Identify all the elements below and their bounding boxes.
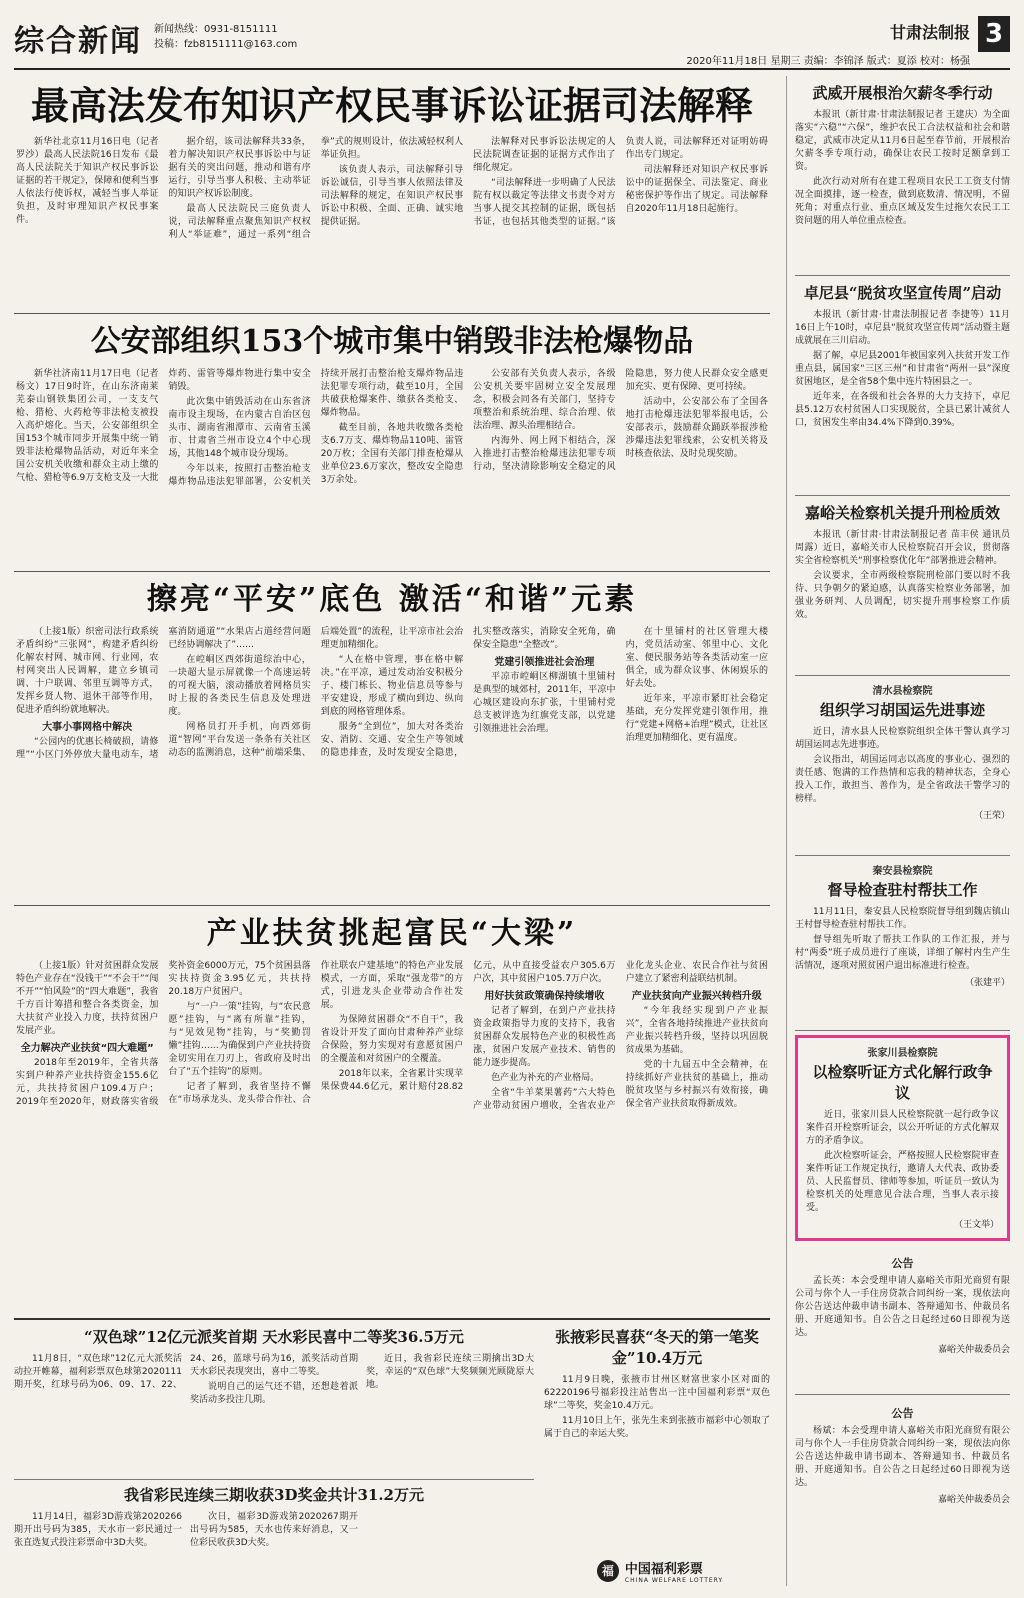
sidebar-article-body bbox=[795, 109, 1010, 228]
paragraph: 11月8日，“双色球”12亿元大派奖活动拉开帷幕，福利彩票双色球第2020111期开奖，红球号码为06、09、17、22、24、26，蓝球号码为16，派奖活动首期天水彩民表现突出，喜中二等奖。 bbox=[14, 1354, 358, 1390]
paragraph: 据了解，卓尼县2001年被国家列入扶贫开发工作重点县，属国家“三区三州”和甘肃省“两州一县”深度贫困地区，是全省58个集中连片特困县之一。 bbox=[795, 351, 1010, 387]
notice-body bbox=[795, 1425, 1010, 1490]
hotline: 新闻热线：0931-8151111 bbox=[154, 24, 278, 35]
paragraph: 记者了解到，我省坚持不懈在“市场承龙头、龙头带合作社、合作社联农户建基地”的特色产业发展模式，一方面，采取“强龙带”的方式，引进龙头企业带动合作社发展。 bbox=[168, 961, 464, 1105]
article-ip-evidence bbox=[14, 76, 770, 314]
paragraph: 会议要求，全市两级检察院刑检部门要以时不我待、只争朝夕的紧迫感，认真落实检察业务部署，加强业务研判、人员调配，切实提升刑事检察工作质效。 bbox=[795, 571, 1010, 620]
paragraph: “今年我经实现到户产业振兴”，全省各地持续推进产业扶贫向产业振兴转档升级，坚持以巩固脱贫成果为基础。 bbox=[625, 1006, 768, 1055]
paragraph: 为保障贫困群众“不自干”，我省设计开发了面向甘肃种养产业综合保险，努力实现对有意愿贫困户的全覆盖和对贫困户的全覆盖。 bbox=[320, 1015, 464, 1064]
public-notice bbox=[795, 1245, 1010, 1395]
byline: （王文举） bbox=[953, 1220, 999, 1230]
section-name: 综合新闻 bbox=[14, 24, 142, 59]
main-column bbox=[14, 76, 770, 1316]
paragraph: 本报讯（新甘肃·甘肃法制报记者 苗丰侯 通讯员 周露）近日，嘉峪关市人民检察院召开会议，贯彻落实全省检察机关“刑事检察优化年”部署推进会精神。 bbox=[795, 530, 1010, 566]
masthead bbox=[14, 12, 1010, 70]
logo-text: 中国福利彩票 bbox=[624, 1562, 703, 1577]
paragraph: “公园内的优惠长椅破损，请修理”“小区门外停放大量电动车，堵塞消防通道”“水果店占道经营问题已经协调解决了”…… bbox=[16, 627, 311, 760]
paragraph: 11月14日，福彩3D游戏第2020266期开出号码为385，天水市一彩民通过一张直选复式投注彩票命中3D大奖。 bbox=[14, 1512, 182, 1548]
sidebar-column bbox=[786, 76, 1010, 1586]
contact-info bbox=[154, 22, 297, 52]
article-safe-harmony bbox=[14, 574, 770, 906]
paragraph: 司法解释还对知识产权民事诉讼中的证据保全、司法鉴定、商业秘密保护等作出了规定。司法解释自2020年11月18日起施行。 bbox=[625, 165, 768, 214]
paragraph: 法解释对民事诉讼法规定的人民法院调查证据的证据方式作出了细化规定。 bbox=[473, 137, 616, 173]
lottery-body bbox=[14, 1353, 534, 1473]
lottery-headline: “双色球”12亿元派奖首期 天水彩民喜中二等奖36.5万元 bbox=[84, 1328, 464, 1346]
notice-title: 公告 bbox=[891, 1407, 914, 1420]
article-headline: 擦亮“平安”底色 激活“和谐”元素 bbox=[146, 582, 638, 617]
paragraph: 本报讯（新甘肃·甘肃法制报记者 李捷等）11月16日上午10时，卓尼县“脱贫攻坚宣传周”活动暨主题成就展在三川启动。 bbox=[795, 310, 1010, 346]
logo-en: CHINA WELFARE LOTTERY bbox=[624, 1577, 724, 1584]
public-notice bbox=[795, 1395, 1010, 1545]
lottery-body bbox=[544, 1374, 770, 1554]
paragraph: （上接1版）织密司法行政系统矛盾纠纷“三张网”，构建矛盾纠纷化解农村网、城市网、行业网，农村网突出人民调解，建立乡镇司调、十户联调、邻里互调等方式，发挥乡贤人物、退休干部等作用，促进矛盾纠纷就地解决。 bbox=[16, 627, 159, 715]
paragraph: （上接1版）针对贫困群众发展特色产业存在“没钱干”“不会干”“闯不开”“怕风险”的“四大难题”，我省千方百计筹措和整合各类资金，加大扶贫产业投入力度，扶持贫困户发展产业。 bbox=[16, 961, 159, 1036]
sidebar-article bbox=[795, 856, 1010, 1031]
paragraph: 记者了解到，在到户产业扶持资金政策指导力度的支持下，我省贫困群众发展特色产业的积极性高涨，贫困户发展产业技术、销售的能力逐步提高。 bbox=[473, 1006, 616, 1068]
paragraph: 杨斌：本会受理申请人嘉峪关市阳光商贸有限公司与你个人一手住房贷款合同纠纷一案，现依法向你公告送达仲裁申请书副本、答辩通知书、仲裁员名册、开庭通知书。自公告之日起经过60日即视为送达。 bbox=[795, 1426, 1010, 1488]
sidebar-article-title: 武威开展根治欠薪冬季行动 bbox=[812, 84, 993, 102]
article-body bbox=[14, 136, 770, 313]
paragraph: 内海外、网上网下相结合，深入推进打击整治枪爆违法犯罪专项行动，坚决清除影响安全稳定的风险隐患，努力使人民群众安全感更加充实、更有保障、更可持续。 bbox=[473, 369, 768, 472]
paragraph: 党的十九届五中全会精神，在持续抓好产业扶贫的基础上，推动脱贫攻坚与乡村振兴有效衔接，确保全省产业扶贫取得新成效。 bbox=[625, 1060, 768, 1109]
paragraph: 近年来，在各级和社会各界的大力支持下，卓尼县5.12万农村贫困人口实现脱贫，全县已累计减贫人口，贫困发生率由34.4%下降到0.39%。 bbox=[795, 392, 1010, 428]
sidebar-article bbox=[795, 676, 1010, 856]
sidebar-article-title: 以检察听证方式化解行政争议 bbox=[812, 1063, 993, 1102]
lottery-left bbox=[14, 1320, 534, 1588]
article-headline: 最高法发布知识产权民事诉讼证据司法解释 bbox=[30, 83, 753, 128]
notice-title: 公告 bbox=[891, 1257, 914, 1270]
byline: （王荣） bbox=[973, 811, 1010, 821]
paragraph: 2018年至2019年，全省共落实到户种养产业扶持资金155.6亿元，共扶持贫困户109.4万户；2019年至2020年，财政落实省级奖补资金6000万元，75个贫困县落实扶持资金3.95亿元，共扶持20.18万户贫困户。 bbox=[16, 961, 311, 1107]
paragraph: 网格员打开手机，向西郊街道“智网”平台发送一条条有关社区动态的监测消息，这种“前端采集、后端处置”的流程，让平凉市社会治理更加精细化。 bbox=[168, 627, 464, 758]
paragraph: 活动中，公安部公布了全国各地打击枪爆违法犯罪举报电话，公安部表示，鼓励群众踊跃举报涉枪涉爆违法犯罪线索，公安机关将及时核查依法、及时兑现奖励。 bbox=[625, 397, 768, 459]
paragraph: 据介绍，该司法解释共33条，着力解决知识产权民事诉讼中与证据有关的突出问题，推动和谐有序运行，引导当事人积极、主动举证的知识产权诉讼制度。 bbox=[168, 137, 311, 199]
paragraph: 新华社北京11月16日电（记者 罗沙）最高人民法院16日发布《最高人民法院关于知识产权民事诉讼证据的若干规定》，保障和便利当事人依法行使诉权，减轻当事人举证负担，及时审理知识产权民事案件。 bbox=[16, 137, 159, 225]
article-subhead: 用好扶贫政策确保持续增收 bbox=[484, 991, 605, 1002]
article-body bbox=[14, 368, 770, 563]
article-subhead: 党建引领推进社会治理 bbox=[494, 657, 595, 668]
byline: （张建平） bbox=[964, 978, 1010, 988]
paragraph: 此次检察听证会，严格按照人民检察院审查案件听证工作规定执行，邀请人大代表、政协委员、人民监督员、律师等参加，听证员一致认为检察机关的处理意见合法合理，当事人表示接受。 bbox=[806, 1151, 999, 1213]
paragraph: 近日，我省彩民连续三期擒出3D大奖，幸运的“双色球”大奖频频光顾陇原大地。 bbox=[366, 1354, 534, 1390]
lottery-section bbox=[14, 1318, 770, 1586]
highlighted-article bbox=[795, 1035, 1010, 1241]
article-poverty-industry bbox=[14, 908, 770, 1316]
lottery-headline: 我省彩民连续三期收获3D奖金共计31.2万元 bbox=[14, 1479, 534, 1505]
paragraph: 公安部有关负责人表示，各级公安机关要牢固树立安全发展理念，积极会同各有关部门，坚持专项整治和系统治理、综合治理、依法治理、源头治理相结合。 bbox=[473, 369, 616, 431]
paragraph: 与“一户一策”挂钩，与“农民意愿”挂钩，与“离有所靠”挂钩，与“见效见物”挂钩，与“奖勤罚懒”挂钩……为确保到户产业扶持资金切实用在刀刃上，省政府及时出台了“五个挂钩”的原则。 bbox=[168, 1002, 311, 1077]
page-number: 3 bbox=[978, 16, 1010, 52]
lottery-body bbox=[14, 1511, 534, 1598]
sidebar-article-body bbox=[806, 1109, 999, 1215]
sidebar-article-title: 组织学习胡国运先进事迹 bbox=[819, 701, 985, 719]
sidebar-article-body bbox=[795, 309, 1010, 430]
notice-issuer: 嘉峪关仲裁委员会 bbox=[937, 1495, 1010, 1505]
paragraph: 在崆峒区西郊街道综治中心，一块超大显示屏就像一个高速运转的可视大脑，滚动播放着网格员实时上报的各类民生信息及处理进度。 bbox=[168, 655, 311, 717]
notice-body bbox=[795, 1275, 1010, 1340]
paragraph: 截至目前，各地共收缴各类枪支6.7万支、爆炸物品110吨、雷管20万枚；全国有关部门排查枪爆从业单位23.6万家次，整改安全隐患3万余处。 bbox=[320, 423, 464, 485]
lottery-right bbox=[544, 1320, 770, 1588]
paragraph: 会议指出，胡国运同志以高度的事业心、强烈的责任感、饱满的工作热情和忘我的精神状态，全身心投入工作，敢担当、善作为，是全省政法干警学习的榜样。 bbox=[795, 755, 1010, 804]
paragraph: 此次集中销毁活动在山东省济南市设主现场，在内蒙古自治区包头市、湖南省湘潭市、云南省玉溪市、甘肃省兰州市设立4个中心现场，其他148个城市设分现场。 bbox=[168, 397, 311, 459]
article-firearms bbox=[14, 316, 770, 572]
paragraph: 此次行动对所有在建工程项目农民工工资支付情况全面摸排，逐一检查，做到底数清、情况明，不留死角；对重点行业、重点区域及发生过拖欠农民工工资问题的用人单位重点检查。 bbox=[795, 177, 1010, 226]
sidebar-article-title: 卓尼县“脱贫攻坚宣传周”启动 bbox=[803, 284, 1002, 302]
sidebar-article-unit: 张家川县检察院 bbox=[867, 1048, 938, 1059]
article-headline: 公安部组织153个城市集中销毁非法枪爆物品 bbox=[90, 324, 694, 359]
sidebar-article-title: 嘉峪关检察机关提升刑检质效 bbox=[804, 504, 1000, 522]
paragraph: 督导组先听取了帮扶工作队的工作汇报，并与村“两委”班子成员进行了座谈，详细了解村内生产生活情况，逐项对照贫困户退出标准进行检查。 bbox=[795, 935, 1010, 971]
lottery-headline: 张掖彩民喜获“冬天的第一笔奖金”10.4万元 bbox=[555, 1328, 759, 1367]
sidebar-article bbox=[795, 496, 1010, 676]
article-body bbox=[14, 960, 770, 1308]
paragraph: “司法解释进一步明确了人民法院有权以裁定等法律文书责令对方当事人提交其控制的证据，既包括书证，也包括其他类型的证据。”该负责人说，司法解释还对证明妨碍作出专门规定。 bbox=[473, 137, 768, 227]
paragraph: 近日，清水县人民检察院组织全体干警认真学习胡国运同志先进事迹。 bbox=[795, 727, 1010, 750]
paragraph: 全省“牛羊菜果薯药”六大特色产业带动贫困户增收，全省农业产业化龙头企业、农民合作社与贫困户建立了紧密利益联结机制。 bbox=[473, 961, 768, 1111]
paragraph: 服务“全到位”，加大对各类治安、消防、交通、安全生产等领域的隐患排查，及时发现安全隐患，扎实整改落实，消除安全死角，确保安全隐患“全整改”。 bbox=[320, 627, 616, 758]
newspaper-brand: 甘肃法制报 bbox=[889, 23, 970, 42]
paragraph: 近日，张家川县人民检察院就一起行政争议案件召开检察听证会，以公开听证的方式化解双方的矛盾争议。 bbox=[806, 1110, 999, 1146]
sidebar-article-body bbox=[795, 906, 1010, 973]
article-subhead: 大事小事网格中解决 bbox=[42, 722, 133, 733]
paragraph: 今年以来，按照打击整治枪支爆炸物品违法犯罪部署，公安机关持续开展打击整治枪支爆炸物品违法犯罪专项行动，截至10月，全国共破获枪爆案件、缴获各类枪支、爆炸物品。 bbox=[168, 369, 464, 487]
sidebar-article-body bbox=[795, 529, 1010, 622]
paragraph: 平凉市崆峒区柳湖镇十里铺村是典型的城郊村，2011年，平凉中心城区建设向东扩张，十里铺村党总支被评选为红旗党支部，以党建引领推进社会治理。 bbox=[473, 672, 616, 734]
welfare-lottery-logo bbox=[550, 1558, 770, 1584]
sidebar-article-title: 督导检查驻村帮扶工作 bbox=[827, 881, 978, 899]
paragraph: 近年来，平凉市紧盯社会稳定基础，充分发挥党建引领作用，推行“党建+网格+治理”模式，让社区治理更加精细化、更有温度。 bbox=[625, 694, 768, 743]
paragraph: 11月10日上午，张先生来到张掖市福彩中心领取了属于自己的幸运大奖。 bbox=[544, 1416, 770, 1439]
paragraph: 11月9日晚，张掖市甘州区财富世家小区对面的62220196号福彩投注站售出一注中国福利彩票“双色球”二等奖，奖金10.4万元。 bbox=[544, 1375, 770, 1411]
paragraph: 次日，福彩3D游戏第2020267期开出号码为585，天水也传来好消息，又一位彩民收获3D大奖。 bbox=[190, 1512, 358, 1548]
paragraph: 11月11日，秦安县人民检察院督导组到魏店镇山王村督导检查驻村帮扶工作。 bbox=[795, 907, 1010, 930]
submission-email: 投稿：fzb8151111@163.com bbox=[154, 39, 298, 50]
paragraph: 孟长英：本会受理申请人嘉峪关市阳光商贸有限公司与你个人一手住房贷款合同纠纷一案，现依法向你公告送达仲裁申请书副本、答辩通知书、仲裁员名册、开庭通知书。自公告之日起经过60日即视为送达。 bbox=[795, 1276, 1010, 1338]
sidebar-article bbox=[795, 276, 1010, 496]
paragraph: 2018年以来，全省累计实现苹果保费44.6亿元，累计赔付28.82亿元，从中直接受益农户305.6万户次，其中贫困户105.7万户次。 bbox=[320, 961, 616, 1092]
sidebar-article-unit: 清水县检察院 bbox=[872, 686, 933, 697]
paragraph: 说明自己的运气还不错，还想趁着派奖活动多投注几期。 bbox=[190, 1382, 358, 1405]
article-subhead: 产业扶贫向产业振兴转档升级 bbox=[631, 991, 762, 1002]
notice-issuer: 嘉峪关仲裁委员会 bbox=[937, 1345, 1010, 1355]
paragraph: 在十里铺村的社区管理大楼内，党员活动室、邻里中心、文化室、便民服务站等各类活动室一应俱全，成为群众议事、休闲娱乐的好去处。 bbox=[625, 627, 768, 689]
article-body bbox=[14, 626, 770, 897]
paragraph: 色产业为补充的产业格局。 bbox=[491, 1073, 600, 1083]
paragraph: 新华社济南11月17日电（记者 杨文）17日9时许，在山东济南莱芜泰山钢铁集团公司，一支支气枪、猎枪、火药枪等非法枪支被投入高炉熔化。当天，公安部组织全国153个城市同步开展集中统一销毁非法枪爆物品活动，对近年来全国公安机关收缴和群众主动上缴的气枪、猎枪等6.9万支枪支及一大批炸药、雷管等爆炸物进行集中安全销毁。 bbox=[16, 369, 311, 483]
sidebar-article-unit: 秦安县检察院 bbox=[872, 866, 933, 877]
sidebar-article-body bbox=[795, 726, 1010, 806]
paragraph: 本报讯（新甘肃·甘肃法制报记者 王建庆）为全面落实“六稳”“六保”，维护农民工合法权益和社会和谐稳定，武威市决定从11月6日起至春节前，开展根治欠薪冬季专项行动，确保让农民工按时足额拿到工资。 bbox=[795, 110, 1010, 172]
sidebar-article bbox=[795, 76, 1010, 276]
article-headline: 产业扶贫挑起富民“大梁” bbox=[206, 916, 578, 951]
paragraph: “人在格中管理，事在格中解决。”在平凉，通过发动治安积极分子、楼门栋长、物业信息员等参与平安建设，形成了横向到边、纵向到底的网格管理体系。 bbox=[320, 655, 464, 717]
article-subhead: 全力解决产业扶贫“四大难题” bbox=[20, 1043, 154, 1054]
paragraph: 最高人民法院民三庭负责人说，司法解释重点聚焦知识产权权利人“举证难”，通过一系列“组合拳”式的规则设计，依法减轻权利人举证负担。 bbox=[168, 137, 464, 240]
lottery-logo-icon: 福 bbox=[597, 1560, 619, 1582]
paragraph: 该负责人表示，司法解释引导诉讼诚信，引导当事人依照法律及司法解释的规定，在知识产权民事诉讼中积极、全面、正确、诚实地提供证据。 bbox=[320, 165, 464, 227]
date-line: 2020年11月18日 星期三 责编：李锦泽 版式：夏添 校对：杨强 bbox=[686, 56, 970, 67]
